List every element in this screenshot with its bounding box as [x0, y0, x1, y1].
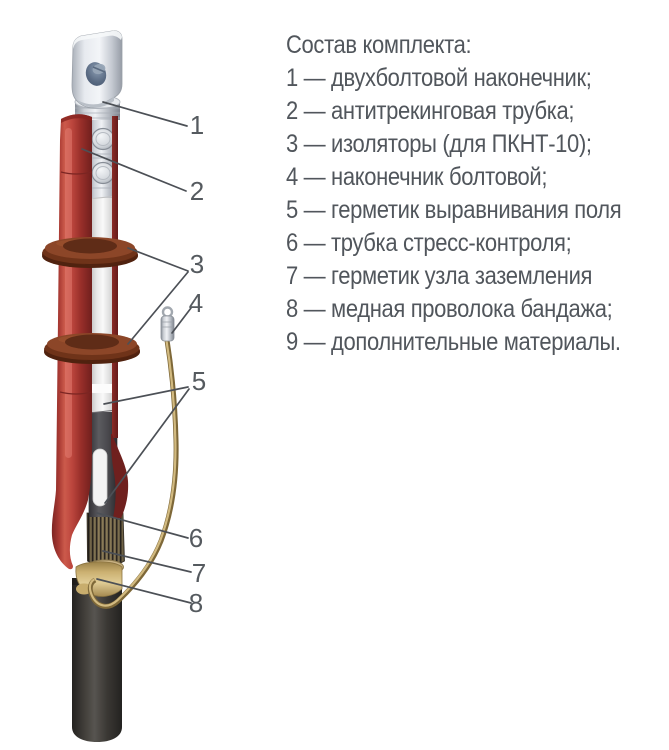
- callout-number-3: 3: [189, 249, 205, 279]
- bolt-2: [92, 163, 114, 184]
- antitracking-tube-back: [111, 116, 128, 518]
- legend-item-5: 5 — герметик выравнивания поля: [286, 196, 622, 224]
- termination-illustration: [0, 0, 280, 750]
- legend-item-6: 6 — трубка стресс-контроля;: [286, 229, 572, 257]
- legend-item-3: 3 — изоляторы (для ПКНТ-10);: [286, 130, 592, 158]
- legend: [286, 29, 621, 359]
- legend-title: Состав комплекта:: [286, 31, 472, 59]
- ground-wire-lug: [161, 308, 174, 342]
- callout-line-3: [128, 248, 188, 344]
- callout-number-6: 6: [188, 523, 204, 553]
- bolt-1: [92, 129, 114, 150]
- legend-item-1: 1 — двухболтовой наконечник;: [286, 64, 592, 92]
- legend-item-8: 8 — медная проволока бандажа;: [286, 295, 613, 323]
- callout-numbers: [189, 110, 206, 618]
- insulator-skirt-lower: [44, 333, 140, 364]
- callout-number-2: 2: [189, 176, 205, 206]
- field-sealant-window: [93, 449, 107, 506]
- legend-item-4: 4 — наконечник болтовой;: [286, 163, 548, 191]
- callout-number-5: 5: [191, 366, 207, 396]
- callout-number-4: 4: [188, 288, 204, 318]
- lug-tab: [72, 31, 122, 108]
- legend-item-7: 7 — герметик узла заземления: [286, 262, 593, 290]
- insulator-skirt-upper: [42, 237, 138, 268]
- callout-number-1: 1: [189, 110, 205, 140]
- callout-number-7: 7: [191, 558, 207, 588]
- callout-number-8: 8: [188, 588, 204, 618]
- legend-item-9: 9 — дополнительные материалы.: [286, 328, 621, 356]
- legend-item-2: 2 — антитрекинговая трубка;: [286, 97, 575, 125]
